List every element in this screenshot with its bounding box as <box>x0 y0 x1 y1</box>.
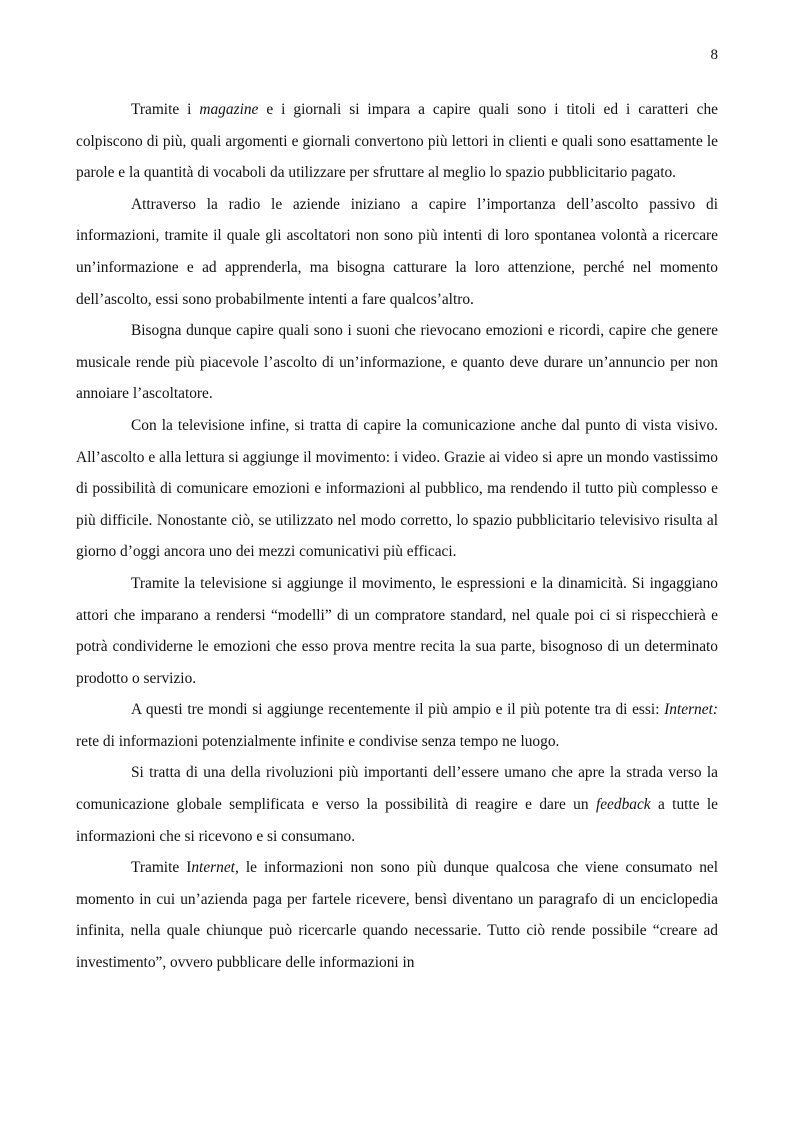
paragraph: Bisogna dunque capire quali sono i suoni che rievocano emozioni e ricordi, capire che genere musicale rende più piacevole l’ascolto di un’informazione, e quanto deve durare un’annuncio per non annoiare l’ascoltatore. <box>76 322 718 403</box>
paragraph: Tramite la televisione si aggiunge il movimento, le espressioni e la dinamicità. Si ingaggiano attori che imparano a rendersi “modelli” di un compratore standard, nel quale poi ci si rispecchierà e potrà condividerne le emozioni che esso prova mentre recita la sua parte, bisognoso di un determinato prodotto o servizio. <box>76 574 718 687</box>
paragraph: Con la televisione infine, si tratta di capire la comunicazione anche dal punto di vista visivo. All’ascolto e alla lettura si aggiunge il movimento: i video. Grazie ai video si apre un mondo vastissimo di possibilità di comunicare emozioni e informazioni al pubblico, ma rendendo il tutto più complesso e più difficile. Nonostante ciò, se utilizzato nel modo corretto, lo spazio pubblicitario televisivo risulta al giorno d’oggi ancora uno dei mezzi comunicativi più efficaci. <box>76 416 718 561</box>
body-text <box>76 94 718 979</box>
italic-term: magazine <box>199 101 259 118</box>
paragraph: A questi tre mondi si aggiunge recentemente il più ampio e il più potente tra di essi: Internet: rete di informazioni potenzialmente infinite e condivise senza tempo ne luogo. <box>76 701 718 750</box>
page-number: 8 <box>710 47 718 63</box>
paragraph: Tramite Internet, le informazioni non sono più dunque qualcosa che viene consumato nel momento in cui un’azienda paga per fartele ricevere, bensì diventano un paragrafo di un enciclopedia infinita, nella quale chiunque può ricercarle quando necessarie. Tutto ciò rende possibile “creare ad investimento”, ovvero pubblicare delle informazioni in <box>76 859 718 972</box>
italic-term: nternet <box>191 859 235 877</box>
paragraph: Tramite i magazine e i giornali si impara a capire quali sono i titoli ed i caratteri che colpiscono di più, quali argomenti e giornali convertono più lettori in clienti e quali sono esattamente le parole e la quantità di vocaboli da utilizzare per sfruttare al meglio lo spazio pubblicitario pagato. <box>76 101 718 182</box>
italic-term: Internet: <box>664 701 718 719</box>
italic-term: feedback <box>595 796 651 814</box>
paragraph: Si tratta di una della rivoluzioni più importanti dell’essere umano che apre la strada verso la comunicazione globale semplificata e verso la possibilità di reagire e dare un feedback a tutte le informazioni che si ricevono e si consumano. <box>76 764 718 845</box>
paragraph: Attraverso la radio le aziende iniziano a capire l’importanza dell’ascolto passivo di informazioni, tramite il quale gli ascoltatori non sono più intenti di loro spontanea volontà a ricercare un’informazione e ad apprenderla, ma bisogna catturare la loro attenzione, perché nel momento dell’ascolto, essi sono probabilmente intenti a fare qualcos’altro. <box>76 195 718 308</box>
